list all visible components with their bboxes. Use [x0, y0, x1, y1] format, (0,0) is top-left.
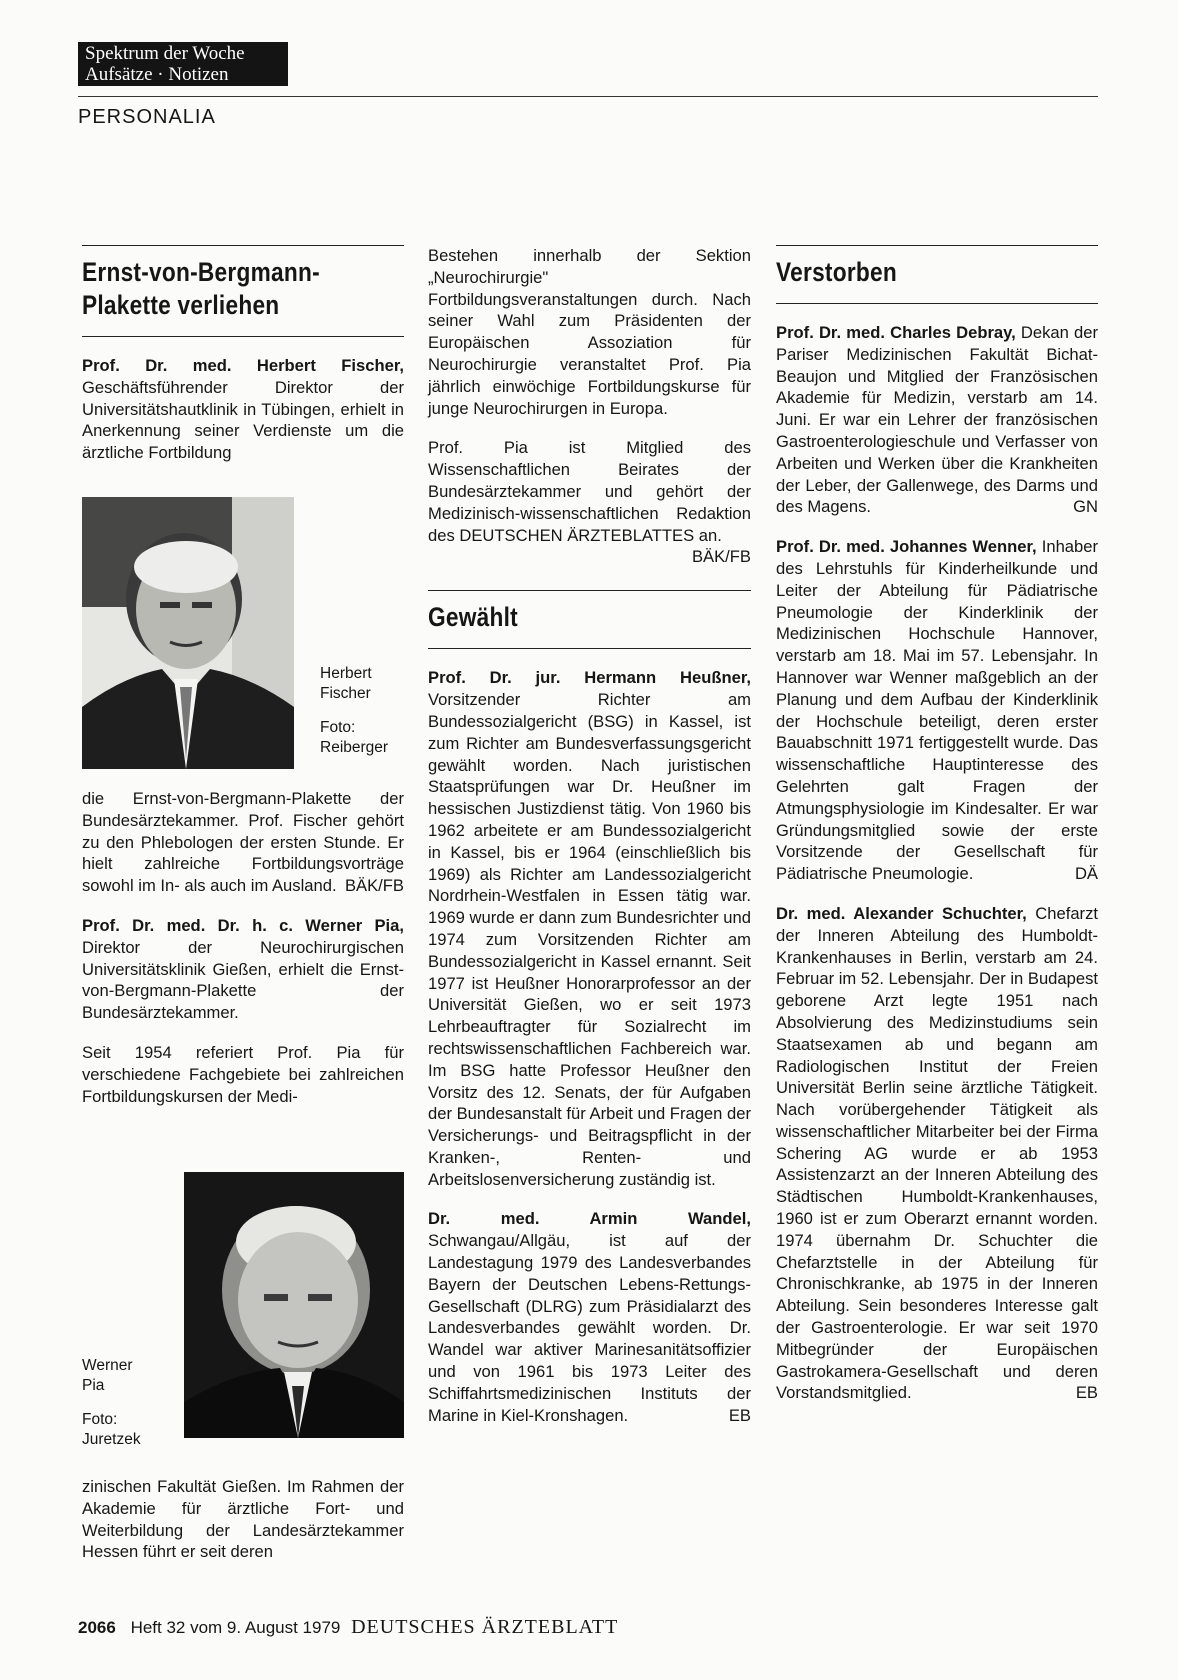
paragraph-pia-intro	[82, 915, 404, 1024]
person-name: Prof. Dr. med. Johannes Wenner,	[776, 537, 1037, 557]
column-1	[82, 245, 404, 477]
section-label: PERSONALIA	[78, 106, 216, 128]
page-number: 2066	[78, 1618, 116, 1637]
paragraph-debray	[776, 322, 1098, 518]
signature: BÄK/FB	[691, 547, 751, 567]
masthead	[78, 42, 288, 86]
paragraph-fischer-continued	[82, 788, 404, 897]
heading-block-2	[428, 590, 751, 649]
signature: BÄK/FB	[344, 876, 404, 896]
paragraph-text: Chefarzt der Inneren Abteilung des Humboldt-Krankenhauses in Berlin, verstarb am 24. Februar im 52. Lebensjahr. Der in Budapest geborene Arzt legte 1951 nach Absolvierung des Medizinstudiums sein Staatsexamen ab und begann am Radiologischen Institut der Freien Universität Berlin seine ärztliche Tätigkeit. Nach vorübergehender Tätigkeit als wissenschaftlicher Mitarbeiter bei der Firma Schering AG wurde er ab 1953 Assistenzarzt an der Inneren Abteilung des Städtischen Humboldt-Krankenhauses, 1960 ist er zum Oberarzt ernannt worden. 1974 übernahm Dr. Schuchter die Chefarztstelle in der Abteilung für Chronischkranke, ab 1975 in der Inneren Abteilung. Sein besonderes Interesse galt der Gastroenterologie. Er war seit 1970 Mitbegründer der Europäischen Gastrokamera-Gesellschaft und deren Vorstandsmitglied.	[776, 903, 1098, 1403]
paragraph-pia-courses	[82, 1042, 404, 1107]
paragraph-wenner	[776, 536, 1098, 885]
paragraph-text: Dekan der Pariser Medizinischen Fakultät Bichat-Beaujon und Mitglied der Französischen Akademie für Medizin, verstarb am 14. Juni. Er war ein Lehrer der französischen Gastroenterologieschule und Verfasser von Arbeiten und Werken über die Krankheiten der Leber, der Gallenwege, des Darms und des Magens.	[776, 323, 1099, 517]
paragraph-heussner	[428, 667, 751, 1190]
column-1-end	[82, 1476, 404, 1576]
heading-block-1	[82, 245, 404, 337]
paragraph-wandel	[428, 1208, 751, 1426]
paragraph-pia-board	[428, 437, 751, 567]
caption-credit: Foto: Juretzek	[82, 1411, 141, 1448]
column-2	[428, 245, 751, 1439]
paragraph-text: Geschäftsführender Direktor der Universitätshautklinik in Tübingen, erhielt in Anerkennung seiner Verdienste um die ärztliche Fortbildung	[82, 377, 404, 463]
person-name: Prof. Dr. med. Dr. h. c. Werner Pia,	[82, 915, 404, 935]
paragraph-text: Seit 1954 referiert Prof. Pia für verschiedene Fachgebiete bei zahlreichen Fortbildungskursen der Medi-	[82, 1042, 404, 1106]
signature: EB	[728, 1405, 751, 1425]
person-name: Dr. med. Armin Wandel,	[428, 1209, 751, 1229]
page-footer	[78, 1616, 618, 1639]
masthead-line-1: Spektrum der Woche	[85, 43, 245, 64]
paragraph-text: zinischen Fakultät Gießen. Im Rahmen der Akademie für ärztliche Fort- und Weiterbildung der Landesärztekammer Hessen führt er seit deren	[82, 1477, 404, 1562]
paragraph-pia-events	[428, 245, 751, 419]
heading-block-3	[776, 245, 1098, 304]
portrait-photo-fischer	[82, 497, 294, 769]
signature: EB	[1075, 1383, 1098, 1403]
person-name: Prof. Dr. jur. Hermann Heußner,	[428, 668, 751, 688]
top-rule	[78, 96, 1098, 97]
paragraph-fischer-intro	[82, 355, 404, 464]
issue-info: Heft 32 vom 9. August 1979	[130, 1618, 341, 1637]
heading-ernst-von-bergmann: Ernst-von-Bergmann-Plakette verliehen	[82, 257, 320, 320]
signature: GN	[1073, 497, 1098, 517]
signature: DÄ	[1074, 864, 1098, 884]
caption-credit: Foto: Reiberger	[320, 719, 389, 756]
paragraph-text: die Ernst-von-Bergmann-Plakette der Bundesärztekammer. Prof. Fischer gehört zu den Phlebologen der ersten Stunde. Er hielt zahlreiche Fortbildungsvorträge sowohl im In- als auch im Ausland.	[82, 789, 404, 896]
paragraph-text: Direktor der Neurochirurgischen Universitätsklinik Gießen, erhielt die Ernst-von-Bergmann-Plakette der Bundesärztekammer.	[82, 937, 404, 1023]
caption-pia	[82, 1356, 152, 1450]
paragraph-text: Schwangau/Allgäu, ist auf der Landestagung 1979 des Landesverbandes Bayern der Deutschen Lebens-Rettungs-Gesellschaft (DLRG) zum Präsidialarzt des Landesverbandes gewählt worden. Dr. Wandel war aktiver Marinesanitätsoffizier und von 1961 bis 1973 Leiter des Schiffahrtsmedizinischen Instituts der Marine in Kiel-Kronshagen.	[428, 1231, 751, 1425]
person-name: Prof. Dr. med. Charles Debray,	[776, 323, 1016, 342]
person-name: Prof. Dr. med. Herbert Fischer,	[82, 356, 404, 375]
paragraph-schuchter	[776, 903, 1098, 1404]
caption-name: Werner Pia	[82, 1357, 133, 1394]
paragraph-text: Prof. Pia ist Mitglied des Wissenschaftlichen Beirates der Bundesärztekammer und gehört der Medizinisch-wissenschaftlichen Redaktion des DEUTSCHEN ÄRZTEBLATTES an.	[428, 438, 751, 545]
heading-gewaehlt: Gewählt	[428, 602, 518, 633]
portrait-photo-pia	[184, 1172, 404, 1438]
caption-name: Herbert Fischer	[320, 665, 372, 702]
paragraph-pia-continued	[82, 1476, 404, 1563]
masthead-line-2: Aufsätze · Notizen	[85, 64, 229, 85]
person-name: Dr. med. Alexander Schuchter,	[776, 903, 1027, 923]
column-3	[776, 245, 1098, 1417]
heading-verstorben: Verstorben	[776, 257, 898, 287]
column-1-continued	[82, 788, 404, 1120]
paragraph-text: Inhaber des Lehrstuhls für Kinderheilkunde und Leiter der Abteilung für Pädiatrische Pneumologie der Kinderklinik der Medizinischen Hochschule Hannover, verstarb am 18. Mai im 57. Lebensjahr. In Hannover war Wenner maßgeblich an der Planung und dem Aufbau der Kinderklinik der Hochschule beteiligt, deren erster Bauabschnitt 1971 fertiggestellt wurde. Das wissenschaftliche Hauptinteresse des Gelehrten galt Fragen der Atmungsphysiologie im Kindesalter. Er war Gründungsmitglied sowie der erste Vorsitzende der Gesellschaft für Pädiatrische Pneumologie.	[776, 537, 1099, 884]
caption-fischer	[320, 664, 390, 758]
paragraph-text: Bestehen innerhalb der Sektion „Neurochirurgie" Fortbildungsveranstaltungen durch. Nach seiner Wahl zum Präsidenten der Europäischen Assoziation für Neurochirurgie veranstaltet Prof. Pia jährlich einwöchige Fortbildungskurse für junge Neurochirurgen in Europa.	[428, 246, 751, 418]
paragraph-text: Vorsitzender Richter am Bundessozialgericht (BSG) in Kassel, ist zum Richter am Bundesverfassungsgericht gewählt worden. Nach juristischen Staatsprüfungen war Dr. Heußner im hessischen Justizdienst tätig. Von 1960 bis 1962 arbeitete er am Bundessozialgericht in Kassel, bis er 1964 (einschließlich bis 1969) als Richter am Landessozialgericht Nordrhein-Westfalen in Essen tätig war. 1969 wurde er dann zum Bundesrichter und 1974 zum Vorsitzenden Richter am Bundessozialgericht in Kassel ernannt. Seit 1977 ist Heußner Honorarprofessor an der Universität Gießen, wo er seit 1973 Lehrbeauftragter für Sozialrecht im rechtswissenschaftlichen Fachbereich war. Im BSG hatte Professor Heußner den Vorsitz des 12. Senats, der für Aufgaben der Bundesanstalt für Arbeit und Fragen der Versicherungs- und Beitragspflicht in der Kranken-, Renten- und Arbeitslosenversicherung zuständig ist.	[428, 690, 751, 1189]
journal-name: DEUTSCHES ÄRZTEBLATT	[351, 1616, 619, 1638]
